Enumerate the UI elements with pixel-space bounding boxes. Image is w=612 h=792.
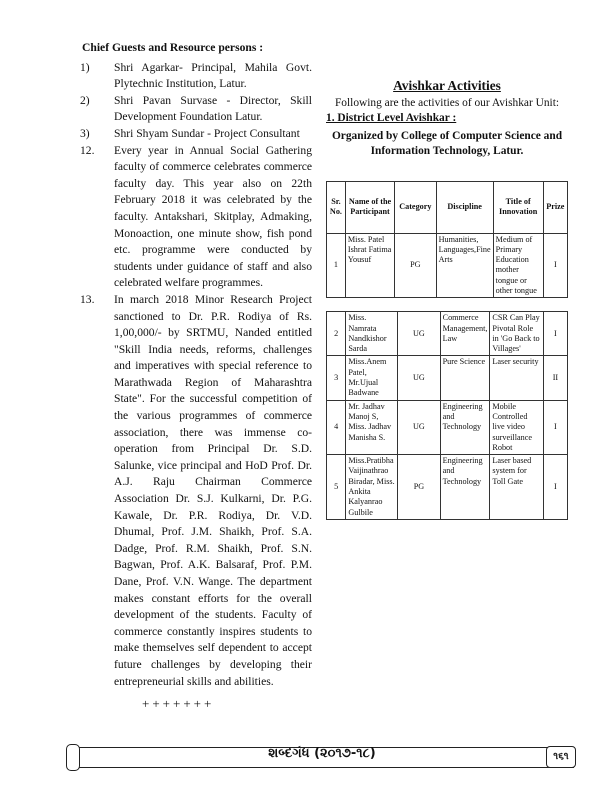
item-text: Shri Agarkar- Principal, Mahila Govt. Plytechnic Institution, Latur. bbox=[114, 60, 312, 91]
list-item bbox=[80, 60, 312, 93]
avishkar-table-1 bbox=[326, 181, 568, 299]
cell-name: Miss. Namrata Nandkishor Sarda bbox=[346, 312, 398, 356]
page-number: ૧૬૧ bbox=[546, 746, 576, 768]
cell-prize: I bbox=[543, 455, 567, 520]
cell-category: PG bbox=[398, 455, 440, 520]
cell-sr: 2 bbox=[327, 312, 346, 356]
organizer-text: Organized by College of Computer Science and Information Technology, Latur. bbox=[331, 129, 563, 157]
cell-name: Miss.Anem Patel, Mr.Ujual Badwane bbox=[346, 356, 398, 400]
col-header-sr: Sr. No. bbox=[327, 181, 346, 233]
cell-title: Mobile Controlled live video surveillance Robot bbox=[490, 400, 543, 454]
cell-prize: II bbox=[543, 356, 567, 400]
section-title: Avishkar Activities bbox=[393, 78, 501, 93]
cell-sr: 1 bbox=[327, 233, 346, 298]
right-column bbox=[326, 78, 568, 520]
cell-discipline: Engineering and Technology bbox=[440, 400, 490, 454]
item-number: 3) bbox=[80, 126, 90, 140]
cell-category: UG bbox=[398, 400, 440, 454]
avishkar-table-2 bbox=[326, 311, 568, 520]
cell-prize: I bbox=[543, 233, 567, 298]
cell-title: CSR Can Play Pivotal Role in 'Go Back to Villages' bbox=[490, 312, 543, 356]
guests-heading: Chief Guests and Resource persons : bbox=[82, 41, 264, 54]
col-header-discipline: Discipline bbox=[436, 181, 493, 233]
list-item bbox=[80, 292, 312, 690]
end-stars: +++++++ bbox=[142, 696, 215, 712]
cell-prize: I bbox=[543, 312, 567, 356]
cell-discipline: Pure Science bbox=[440, 356, 490, 400]
table-row bbox=[327, 400, 568, 454]
cell-title: Laser based system for Toll Gate bbox=[490, 455, 543, 520]
cell-sr: 5 bbox=[327, 455, 346, 520]
journal-title: શબ્દગંધ (૨૦૧૭-૧૮) bbox=[268, 746, 376, 761]
cell-name: Miss. Patel Ishrat Fatima Yousuf bbox=[345, 233, 394, 298]
list-item bbox=[80, 143, 312, 292]
guest-list bbox=[80, 60, 312, 691]
cell-title: Medium of Primary Education mother tongue or other tongue bbox=[493, 233, 543, 298]
col-header-title: Title of Innovation bbox=[493, 181, 543, 233]
cell-prize: I bbox=[543, 400, 567, 454]
cell-sr: 4 bbox=[327, 400, 346, 454]
page-footer bbox=[70, 744, 576, 770]
cell-category: UG bbox=[398, 356, 440, 400]
section-intro: Following are the activities of our Avishkar Unit: bbox=[334, 96, 560, 109]
table-header-row bbox=[327, 181, 568, 233]
col-header-prize: Prize bbox=[543, 181, 567, 233]
table-row bbox=[327, 455, 568, 520]
item-text: In march 2018 Minor Research Project sanctioned to Dr. P.R. Rodiya of Rs. 1,00,000/- by SRTMU, Nanded entitled "Skill India needs, reforms, challenges and imperatives with special reference to Marathwada Region of Maharashtra State". For the successful competition of the various programmes of commerce association, there was immense co-operation from Principal Dr. S.D. Salunke, vice principal and HoD Prof. Dr. A.J. Raju Chairman Commerce Association Dr. S.J. Kulkarni, Dr. P.G. Kawale, Dr. P.R. Rodiya, Dr. V.D. Dhumal, Prof. J.M. Shaikh, Prof. S.A. Dadge, Prof. R.M. Shaikh, Prof. S.N. Bagwan, Prof. A.K. Balsaraf, Prof. P.M. Dane, Prof. V.N. Wange. The department makes constant efforts for the overall development of the students. Faculty of commerce constantly inspires students to make themselves self dependent to accept future challenges by developing their entrepreneurial skills and abilities. bbox=[114, 292, 312, 688]
item-text: Shri Pavan Survase - Director, Skill Development Foundation Latur. bbox=[114, 93, 312, 124]
cell-discipline: Humanities, Languages,Fine Arts bbox=[436, 233, 493, 298]
item-number: 1) bbox=[80, 60, 90, 74]
cell-discipline: Commerce Management, Law bbox=[440, 312, 490, 356]
cell-category: UG bbox=[398, 312, 440, 356]
cell-title: Laser security bbox=[490, 356, 543, 400]
item-number: 13. bbox=[80, 292, 95, 306]
item-text: Every year in Annual Social Gathering faculty of commerce celebrates commerce faculty day. This year also on 22th February 2018 it was celebrated by the faculty. Antakshari, Skitplay, Admaking, Monoaction, one minute show, fish pond etc. programme were conducted by students under guidance of staff and also celebrated welfare programmes. bbox=[114, 143, 312, 290]
table-row bbox=[327, 312, 568, 356]
subheading: 1. District Level Avishkar : bbox=[326, 112, 457, 124]
item-text: Shri Shyam Sundar - Project Consultant bbox=[114, 126, 300, 140]
col-header-name: Name of the Participant bbox=[345, 181, 394, 233]
item-number: 2) bbox=[80, 93, 90, 107]
cell-name: Mr. Jadhav Manoj S, Miss. Jadhav Manisha S. bbox=[346, 400, 398, 454]
cell-sr: 3 bbox=[327, 356, 346, 400]
col-header-category: Category bbox=[395, 181, 436, 233]
item-number: 12. bbox=[80, 143, 95, 157]
list-item bbox=[80, 93, 312, 126]
list-item bbox=[80, 126, 312, 143]
left-column bbox=[80, 40, 312, 713]
table-row bbox=[327, 356, 568, 400]
cell-discipline: Engineering and Technology bbox=[440, 455, 490, 520]
cell-category: PG bbox=[395, 233, 436, 298]
table-row bbox=[327, 233, 568, 298]
cell-name: Miss.Pratibha Vaijinathrao Biradar, Miss. Ankita Kalyanrao Gulbile bbox=[346, 455, 398, 520]
